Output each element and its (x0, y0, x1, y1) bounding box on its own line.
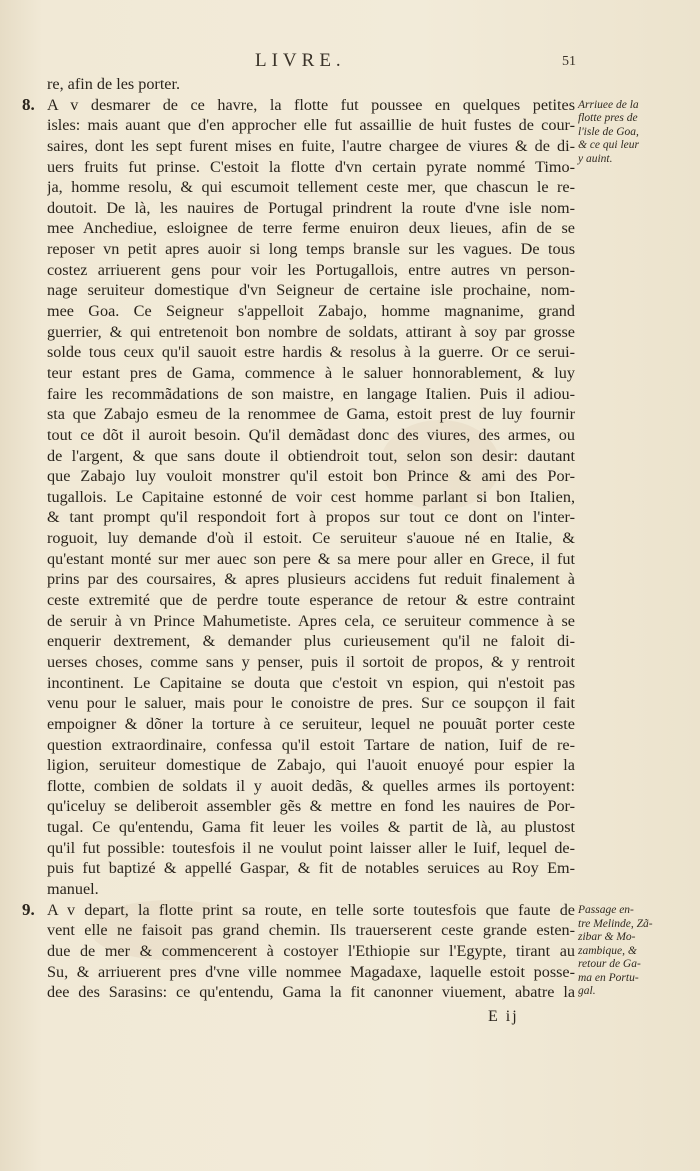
text-line: nage seruiteur domestique d'vn Seigneur de certaine isle prochaine, nom- (47, 281, 575, 300)
margin-note (578, 904, 686, 999)
text-line: saires, dont les sept furent mises en fuite, l'autre chargee de viures & de di- (47, 136, 575, 155)
text-line: de seruir à vn Prince Mahumetiste. Apres cela, ce seruiteur commence à se (47, 611, 575, 630)
text-line: uerses choses, comme sans y penser, puis il sortoit de propos, & y rentroit (47, 652, 575, 671)
text-line: solde tous ceux qu'il sauoit estre hardis & resolus à la guerre. Or ce serui- (47, 343, 575, 362)
text-line: reposer vn petit apres auoir si long temps bransle sur les vagues. De tous (47, 240, 575, 259)
text-line: incontinent. Le Capitaine se douta que c'estoit vn espion, qui n'estoit pas (47, 673, 575, 692)
text-line: A v depart, la flotte print sa route, en telle sorte toutesfois que faute de (47, 900, 575, 919)
text-line: guerrier, & qui entretenoit bon nombre de soldats, attirant à soy par grosse (47, 322, 575, 341)
text-line: prins par des coursaires, & apres plusieurs accidens fut reduit finalement à (47, 570, 575, 589)
paragraph-number: 8. (22, 94, 35, 114)
margin-note-line: Passage en- (578, 904, 634, 916)
body-text (47, 74, 575, 1003)
text-line: costez arriuerent gens pour voir les Portugallois, entre autres vn person- (47, 260, 575, 279)
text-line: que Zabajo luy vouloit monstrer qu'il estoit bon Prince & ami des Por- (47, 467, 575, 486)
text-line: Su, & arriuerent pres d'vne ville nommee Magadaxe, laquelle estoit posse- (47, 962, 575, 981)
paragraph-number: 9. (22, 900, 35, 919)
text-line: & tant prompt qu'il respondoit fort à propos sur tout ce dont on l'inter- (47, 508, 575, 527)
text-line: venu pour le saluer, mais pour le conoistre de pres. Sur ce soupçon il fait (47, 694, 575, 713)
text-line: due de mer & commencerent à costoyer l'Ethiopie sur l'Egypte, tirant au (47, 941, 575, 960)
margin-note-line: ma en Portu- (578, 971, 639, 984)
text-line: sta que Zabajo esmeu de la renommee de Gama, estoit prest de luy fournir (47, 405, 575, 424)
text-line: puis fut baptizé & appellé Gaspar, & fit de notables seruices au Roy Em- (47, 859, 575, 878)
text-line: re, afin de les porter. (47, 75, 181, 93)
text-line: qu'iceluy se deliberoit assembler gẽs & mettre en fond les nauires de Por- (47, 797, 575, 816)
margin-note-line: Arriuee de la (578, 98, 639, 111)
text-line: de l'argent, & que sans doute il obtiendroit tout, selon son desir: dautant (47, 446, 575, 465)
text-line: A v desmarer de ce havre, la flotte fut poussee en quelques petites (47, 95, 575, 114)
text-line: mee Anchediue, esloignee de terre ferme enuiron deux lieues, afin de se (47, 219, 575, 238)
text-line: qu'estant monté sur mer auec son pere & sa mere pour aller en Grece, il fut (47, 549, 575, 568)
page-number: 51 (562, 54, 576, 69)
text-line: faire les recommãdations de son maistre, en langage Italien. Puis il adiou- (47, 384, 575, 403)
text-line: doutoit. De là, les nauires de Portugal prindrent la route d'vne isle nom- (47, 198, 575, 217)
margin-note-line: & ce qui leur (578, 139, 639, 152)
signature-mark: E ij (488, 1008, 519, 1025)
text-line: isles: mais auant que d'en approcher elle fut assaillie de huit fustes de cour- (47, 116, 575, 135)
text-line: tugallois. Le Capitaine estonné de voir cest homme parlant si bon Italien, (47, 487, 575, 506)
text-line: empoigner & dõner la torture à ce seruiteur, lequel ne pouuãt porter ceste (47, 714, 575, 733)
text-line: ligion, seruiteur domestique de Zabajo, qui l'auoit enuoyé pour espier la (47, 756, 575, 775)
text-line: tugal. Ce qu'entendu, Gama fit leuer les voiles & partit de là, au plustost (47, 818, 575, 837)
margin-note-line: tre Melinde, Zã- (578, 917, 653, 930)
margin-note-line: l'isle de Goa, (578, 125, 639, 138)
text-line: dee des Sarasins: ce qu'entendu, Gama la fit canonner viuement, abatre la (47, 983, 575, 1002)
margin-note (578, 99, 686, 167)
text-line: enquerir dextrement, & demander plus curieusement qu'il ne faloit di- (47, 632, 575, 651)
text-line: uers fruits fut prinse. C'estoit la flotte d'vn certain pyrate nommé Timo- (47, 157, 575, 176)
text-line: ceste extremité que de perdre toute esperance de retour & estre contraint (47, 591, 575, 610)
text-line: teur estant pres de Gama, commence à le saluer honnorablement, & luy (47, 363, 575, 382)
text-line: tout ce dõt il auroit besoin. Qu'il demãdast donc des viures, des armes, ou (47, 425, 575, 444)
running-head (0, 46, 700, 76)
margin-note-line: retour de Ga- (578, 958, 641, 970)
margin-note-line: y auint. (578, 152, 613, 165)
text-line: question extraordinaire, confessa qu'il estoit Tartare de nation, Iuif de re- (47, 735, 575, 754)
text-line: flotte, combien de soldats il y auoit dedãs, & quelles armes ils portoyent: (47, 776, 575, 795)
text-line: roguoit, luy demande d'où il estoit. Ce seruiteur s'auoue né en Italie, & (47, 529, 575, 548)
margin-note-line: gal. (578, 985, 596, 997)
text-line: manuel. (47, 879, 99, 898)
text-line: qu'il fut possible: toutesfois il ne voulut point laisser aller le Iuif, lequel de- (47, 838, 575, 857)
text-line: vent elle ne faisoit pas grand chemin. Ils trauerserent ceste grande esten- (47, 921, 575, 940)
text-line: mee Goa. Ce Seigneur s'appelloit Zabajo, homme magnanime, grand (47, 302, 575, 321)
text-line: ja, homme resolu, & qui escumoit tellement ceste mer, que chascun le re- (47, 178, 575, 197)
margin-note-line: zibar & Mo- (578, 931, 636, 943)
margin-note-line: zambique, & (578, 944, 637, 957)
running-title: LIVRE. (255, 50, 346, 71)
margin-note-line: flotte pres de (578, 112, 638, 125)
